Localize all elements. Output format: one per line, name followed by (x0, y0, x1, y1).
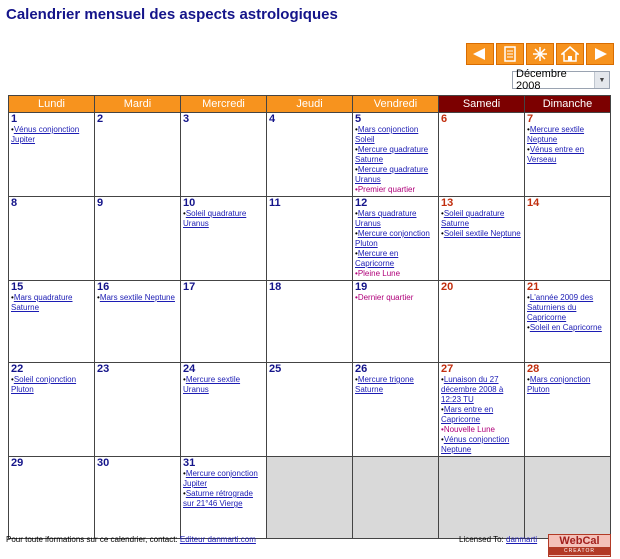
day-cell (525, 113, 611, 197)
nav-toolbar (466, 43, 614, 65)
event-item (527, 145, 608, 165)
day-number: 21 (527, 281, 540, 293)
footer-license-text: Licensed To: (459, 535, 506, 544)
day-number: 5 (355, 113, 362, 125)
event-link[interactable]: Soleil quadrature Saturne (441, 209, 505, 228)
calendar-grid (8, 95, 611, 539)
weekday-header: Samedi (439, 96, 525, 113)
event-item (441, 435, 522, 455)
bullet-icon: • (183, 489, 186, 498)
bullet-icon: • (355, 293, 358, 302)
event-item (355, 145, 436, 165)
event-link[interactable]: Mercure trigone Saturne (355, 375, 414, 394)
day-number: 23 (97, 363, 110, 375)
moon-phase-item (355, 185, 436, 195)
event-link[interactable]: Vénus entre en Verseau (527, 145, 585, 164)
week-row (9, 197, 611, 281)
weekday-header: Lundi (9, 96, 95, 113)
event-link[interactable]: Saturne rétrograde sur 21°46 Vierge (183, 489, 253, 508)
day-cell (9, 363, 95, 457)
day-number: 1 (11, 113, 18, 125)
bullet-icon: • (183, 469, 186, 478)
day-number: 9 (97, 197, 104, 209)
weekday-header: Mardi (95, 96, 181, 113)
bullet-icon: • (355, 269, 358, 278)
day-cell (9, 457, 95, 539)
home-icon[interactable] (556, 43, 584, 65)
event-link[interactable]: Mars sextile Neptune (99, 293, 175, 302)
day-cell (353, 113, 439, 197)
bullet-icon: • (355, 185, 358, 194)
bullet-icon: • (183, 375, 186, 384)
bullet-icon: • (441, 375, 444, 384)
event-item (441, 375, 522, 405)
day-number: 19 (355, 281, 368, 293)
moon-phase-item (355, 269, 436, 279)
bullet-icon: • (441, 229, 444, 238)
day-cell (439, 363, 525, 457)
empty-day-cell (439, 457, 525, 539)
day-number: 18 (269, 281, 282, 293)
event-link[interactable]: Soleil quadrature Uranus (183, 209, 247, 228)
bullet-icon: • (355, 229, 358, 238)
footer-license (459, 535, 537, 544)
chevron-down-icon[interactable]: ▼ (594, 72, 609, 88)
event-link[interactable]: Vénus conjonction Jupiter (11, 125, 80, 144)
day-number: 8 (11, 197, 18, 209)
week-row (9, 281, 611, 363)
bullet-icon: • (355, 249, 358, 258)
day-cell (353, 363, 439, 457)
event-link[interactable]: Mercure en Capricorne (355, 249, 399, 268)
day-cell (525, 197, 611, 281)
bullet-icon: • (97, 293, 100, 302)
bullet-icon: • (441, 425, 444, 434)
day-number: 16 (97, 281, 110, 293)
month-select[interactable] (512, 68, 610, 92)
day-cell (525, 281, 611, 363)
event-link[interactable]: Mercure conjonction Pluton (355, 229, 430, 248)
day-cell (267, 363, 353, 457)
event-link[interactable]: Mercure sextile Neptune (527, 125, 585, 144)
day-cell (181, 197, 267, 281)
event-link[interactable]: Mars quadrature Uranus (355, 209, 417, 228)
event-link[interactable]: Mercure quadrature Saturne (355, 145, 429, 164)
next-arrow-icon[interactable] (586, 43, 614, 65)
week-row (9, 113, 611, 197)
empty-day-cell (525, 457, 611, 539)
bullet-icon: • (11, 293, 14, 302)
weekday-header: Dimanche (525, 96, 611, 113)
month-select-value: Décembre 2008 (516, 68, 567, 92)
day-cell (439, 281, 525, 363)
event-item (441, 229, 522, 239)
bullet-icon: • (355, 209, 358, 218)
day-number: 14 (527, 197, 540, 209)
bullet-icon: • (527, 375, 530, 384)
moon-phase-item (441, 425, 522, 435)
event-link[interactable]: Mercure conjonction Jupiter (183, 469, 258, 488)
day-cell (181, 113, 267, 197)
logo-subtitle: CREATOR (549, 547, 610, 555)
day-cell (181, 457, 267, 539)
event-link[interactable]: Mercure sextile Uranus (183, 375, 241, 394)
day-number: 25 (269, 363, 282, 375)
page-title: Calendrier mensuel des aspects astrologiques (6, 6, 338, 23)
footer-contact (6, 535, 256, 544)
bullet-icon: • (183, 209, 186, 218)
day-number: 24 (183, 363, 196, 375)
empty-day-cell (267, 457, 353, 539)
moon-phase-label: Dernier quartier (357, 293, 414, 302)
bullet-icon: • (11, 125, 14, 134)
event-item (11, 125, 92, 145)
event-link[interactable]: Soleil sextile Neptune (443, 229, 521, 238)
day-number: 26 (355, 363, 368, 375)
event-link[interactable]: Vénus conjonction Neptune (441, 435, 510, 454)
day-cell (95, 113, 181, 197)
event-item (183, 489, 264, 509)
event-item (355, 375, 436, 395)
event-item (441, 209, 522, 229)
webcal-creator-logo[interactable] (548, 534, 611, 557)
day-cell (353, 197, 439, 281)
day-cell (9, 113, 95, 197)
moon-phase-label: Premier quartier (357, 185, 416, 194)
day-cell (267, 197, 353, 281)
event-link[interactable]: L'année 2009 des Saturniens du Capricorne (527, 293, 594, 322)
event-item (355, 165, 436, 185)
day-number: 17 (183, 281, 196, 293)
day-number: 13 (441, 197, 454, 209)
day-number: 31 (183, 457, 196, 469)
event-item (11, 375, 92, 395)
event-item (183, 209, 264, 229)
week-row (9, 363, 611, 457)
week-row (9, 457, 611, 539)
weekday-header: Vendredi (353, 96, 439, 113)
bullet-icon: • (441, 435, 444, 444)
weekday-header-row (9, 96, 611, 113)
day-number: 22 (11, 363, 24, 375)
event-link[interactable]: Lunaison du 27 décembre 2008 à 12:23 TU (441, 375, 504, 404)
moon-phase-item (355, 293, 436, 303)
moon-phase-label: Nouvelle Lune (443, 425, 495, 434)
event-item (355, 209, 436, 229)
bullet-icon: • (355, 125, 358, 134)
logo-title: WebCal (559, 535, 600, 547)
footer-license-link[interactable]: danmarti (506, 535, 538, 544)
event-item (11, 293, 92, 313)
day-cell (267, 281, 353, 363)
day-cell (525, 363, 611, 457)
day-number: 10 (183, 197, 196, 209)
day-number: 6 (441, 113, 448, 125)
day-cell (9, 197, 95, 281)
day-cell (181, 281, 267, 363)
day-number: 7 (527, 113, 534, 125)
day-cell (95, 457, 181, 539)
day-cell (439, 197, 525, 281)
event-link[interactable]: Mars conjonction Soleil (355, 125, 419, 144)
day-number: 3 (183, 113, 190, 125)
event-item (183, 469, 264, 489)
day-cell (353, 281, 439, 363)
moon-phase-label: Pleine Lune (357, 269, 401, 278)
list-view-icon[interactable] (496, 43, 524, 65)
bullet-icon: • (527, 293, 530, 302)
day-number: 29 (11, 457, 24, 469)
event-link[interactable]: Soleil en Capricorne (529, 323, 602, 332)
day-number: 12 (355, 197, 368, 209)
day-number: 15 (11, 281, 24, 293)
weekday-header: Jeudi (267, 96, 353, 113)
bullet-icon: • (11, 375, 14, 384)
event-link[interactable]: Mercure quadrature Uranus (355, 165, 429, 184)
event-link[interactable]: Soleil conjonction Pluton (11, 375, 77, 394)
event-item (527, 323, 608, 333)
day-number: 4 (269, 113, 276, 125)
bullet-icon: • (441, 405, 444, 414)
day-cell (181, 363, 267, 457)
event-item (355, 249, 436, 269)
event-item (527, 375, 608, 395)
bullet-icon: • (355, 145, 358, 154)
bullet-icon: • (355, 165, 358, 174)
event-link[interactable]: Mars quadrature Saturne (11, 293, 73, 312)
day-cell (267, 113, 353, 197)
day-number: 28 (527, 363, 540, 375)
previous-arrow-icon[interactable] (466, 43, 494, 65)
event-item (527, 293, 608, 323)
event-link[interactable]: Mars entre en Capricorne (441, 405, 494, 424)
event-item (97, 293, 178, 303)
day-cell (95, 363, 181, 457)
bullet-icon: • (527, 145, 530, 154)
bullet-icon: • (441, 209, 444, 218)
event-link[interactable]: Mars conjonction Pluton (527, 375, 591, 394)
event-item (355, 125, 436, 145)
day-cell (95, 197, 181, 281)
day-cell (439, 113, 525, 197)
footer-contact-text: Pour toute iformations sur ce calendrier, contact: (6, 535, 180, 544)
event-item (441, 405, 522, 425)
weekday-header: Mercredi (181, 96, 267, 113)
day-number: 2 (97, 113, 104, 125)
empty-day-cell (353, 457, 439, 539)
bullet-icon: • (527, 125, 530, 134)
footer-contact-link[interactable]: Editeur danmarti.com (179, 535, 256, 544)
day-cell (9, 281, 95, 363)
bullet-icon: • (527, 323, 530, 332)
day-number: 30 (97, 457, 110, 469)
aspects-icon[interactable] (526, 43, 554, 65)
event-item (183, 375, 264, 395)
bullet-icon: • (355, 375, 358, 384)
day-number: 20 (441, 281, 454, 293)
day-cell (95, 281, 181, 363)
event-item (527, 125, 608, 145)
event-item (355, 229, 436, 249)
day-number: 27 (441, 363, 454, 375)
day-number: 11 (269, 197, 281, 209)
